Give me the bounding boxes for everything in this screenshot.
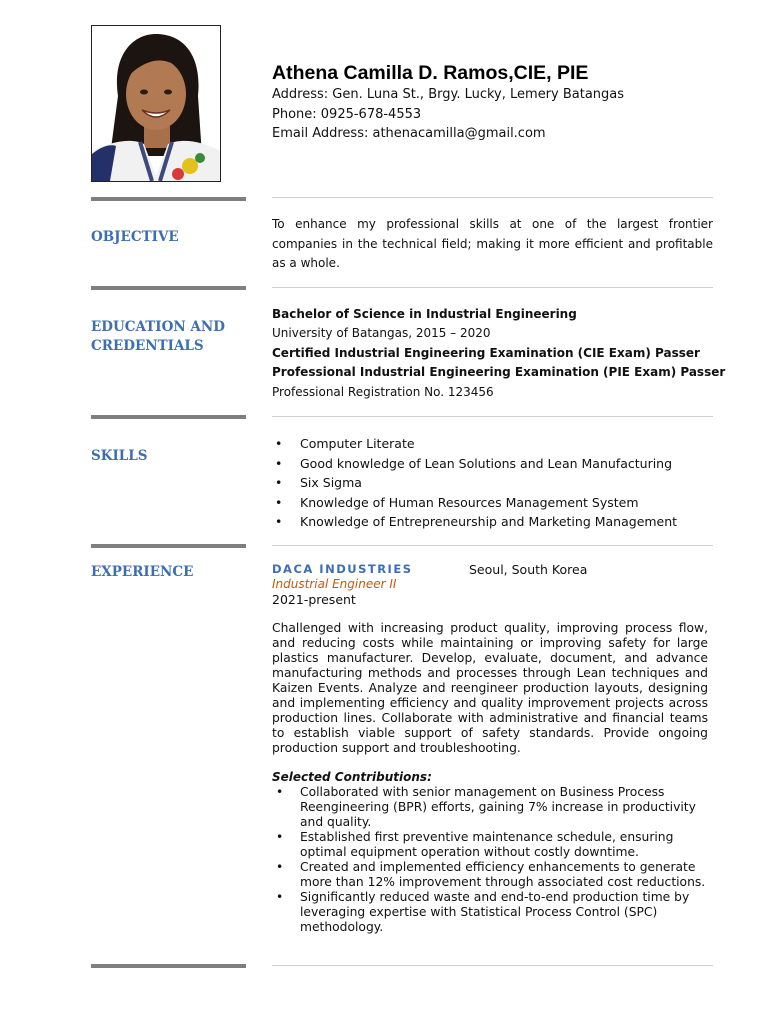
- bullet-icon: •: [276, 890, 284, 904]
- bullet-icon: •: [276, 785, 284, 799]
- phone-line: Phone: 0925-678-4553: [272, 107, 422, 122]
- contribution-item: • Collaborated with senior management on Business Process Reengineering (BPR) efforts, gaining 7% increase in productivity and quality.: [276, 785, 696, 829]
- skill-item: • Six Sigma: [272, 473, 713, 493]
- objective-title: OBJECTIVE: [91, 229, 179, 245]
- contribution-item: • Significantly reduced waste and end-to-end production time by leveraging expertise with Statistical Process Control (SPC) methodology.: [276, 890, 690, 934]
- skill-item: • Knowledge of Human Resources Management System: [272, 493, 713, 513]
- cie-certification: Certified Industrial Engineering Examination (CIE Exam) Passer: [272, 346, 700, 360]
- contribution-item: • Established first preventive maintenance schedule, ensuring optimal equipment operation without costly downtime.: [276, 830, 674, 859]
- skills-left-bar: [91, 415, 246, 419]
- bullet-icon: •: [275, 436, 283, 451]
- job-description: Challenged with increasing product quality, improving process flow, and reducing costs while maintaining or improving safety for large plastics manufacturer. Develop, evaluate, document, and advance manufacturing methods and processes through Lean techniques and Kaizen Events. Analyze and reengineer production layouts, designing and implementing efficiency and quality improvement projects across production lines. Collaborate with administrative and financial teams to establish viable support of safety standards. Provide ongoing production support and troubleshooting.: [272, 621, 708, 755]
- email-line: Email Address: athenacamilla@gmail.com: [272, 126, 546, 141]
- registration-number: Professional Registration No. 123456: [272, 385, 494, 399]
- objective-divider: [272, 287, 713, 288]
- bullet-icon: •: [276, 860, 284, 874]
- bullet-icon: •: [275, 455, 283, 471]
- degree: Bachelor of Science in Industrial Engineering: [272, 307, 577, 321]
- contribution-item: • Created and implemented efficiency enhancements to generate more than 12% improvement through associated cost reductions.: [276, 860, 706, 889]
- experience-left-bar: [91, 544, 246, 548]
- skills-divider: [272, 545, 713, 546]
- skill-item: • Computer Literate: [272, 434, 713, 454]
- skill-item: • Knowledge of Entrepreneurship and Marketing Management: [272, 512, 713, 532]
- company-location: Seoul, South Korea: [469, 562, 588, 577]
- school: University of Batangas, 2015 – 2020: [272, 326, 491, 340]
- profile-photo: [91, 25, 221, 182]
- experience-title: EXPERIENCE: [91, 564, 194, 580]
- education-left-bar: [91, 286, 246, 290]
- skills-title: SKILLS: [91, 448, 148, 464]
- contributions-list: [272, 785, 708, 935]
- experience-divider: [272, 965, 713, 966]
- employment-dates: 2021-present: [272, 592, 356, 607]
- objective-left-bar: [91, 197, 246, 201]
- address-line: Address: Gen. Luna St., Brgy. Lucky, Lemery Batangas: [272, 87, 625, 102]
- applicant-name: Athena Camilla D. Ramos,CIE, PIE: [272, 62, 589, 84]
- contributions-title: Selected Contributions:: [272, 770, 432, 784]
- pie-certification: Professional Industrial Engineering Examination (PIE Exam) Passer: [272, 365, 726, 379]
- skills-list: [272, 434, 713, 532]
- education-title: EDUCATION AND CREDENTIALS: [91, 319, 225, 354]
- footer-left-bar: [91, 964, 246, 968]
- company-name: DACA INDUSTRIES: [272, 562, 413, 576]
- skill-item: • Good knowledge of Lean Solutions and Lean Manufacturing: [272, 454, 713, 474]
- bullet-icon: •: [276, 830, 284, 844]
- education-divider: [272, 416, 713, 417]
- bullet-icon: •: [275, 514, 283, 529]
- job-title: Industrial Engineer II: [272, 577, 397, 591]
- bullet-icon: •: [275, 475, 283, 490]
- header-divider: [272, 197, 713, 198]
- bullet-icon: •: [275, 494, 283, 510]
- objective-text: To enhance my professional skills at one of the largest frontier companies in the technical field; making it more efficient and profitable as a whole.: [272, 217, 713, 270]
